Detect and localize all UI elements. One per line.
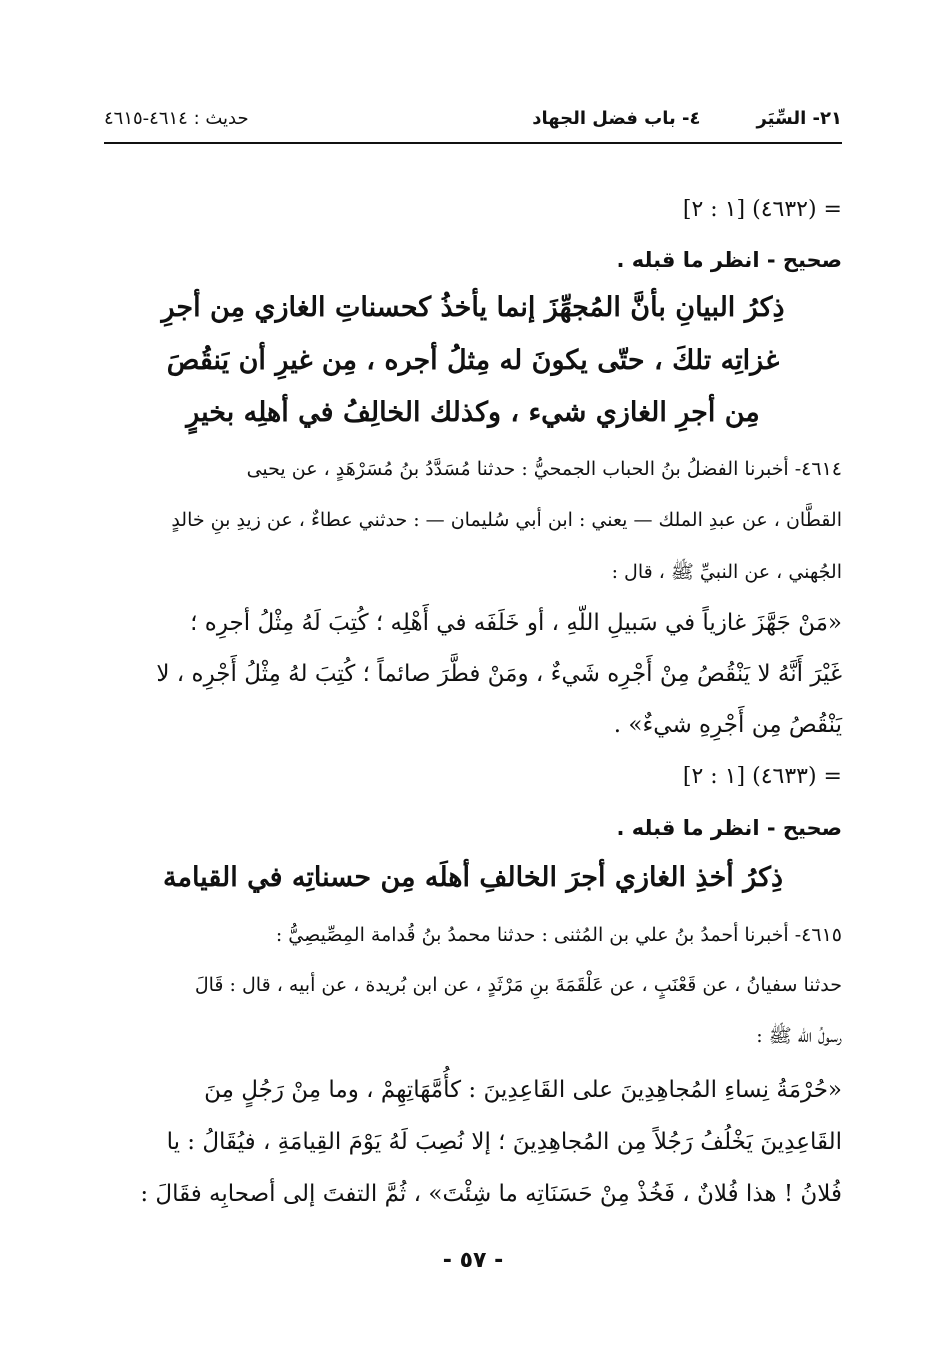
chapter-heading-line: ذِكرُ أخذِ الغازي أجرَ الخالفِ أهلَه مِن حسناتِه في القيامة [163,862,783,893]
chapter-title: ٤- باب فضل الجهاد [532,108,701,129]
chapter-heading-line: ذِكرُ البيانِ بأنَّ المُجهِّزَ إنما يأخذُ كحسناتِ الغازي مِن أجرِ [161,292,785,323]
grading-note: صحيح - انظر ما قبله . [616,816,842,840]
hadith-text-line: «مَنْ جَهَّزَ غازياً في سَبيلِ اللّهِ ، أو خَلَفَه في أَهْلِه ؛ كُتِبَ لَهُ مِثْلُ أجرِه ؛ [190,610,842,636]
header-right [532,108,842,129]
isnad-line: القطَّان ، عن عبدِ الملك — يعني : ابن أبي سُليمان — : حدثني عطاءٌ ، عن زيدِ بنِ خالدٍ [171,509,842,531]
cross-reference: = (٤٦٣٢) [١ : ٢] [682,197,842,222]
chapter-heading-line: مِن أجرِ الغازي شيء ، وكذلك الخالِفُ في أهلِه بخيرٍ [186,397,760,428]
hadith-text-line: يَنْقُصُ مِن أَجْرِهِ شيءٌ» . [613,712,842,738]
book-title: ٢١- السِّيَر [756,108,842,129]
isnad-line: حدثنا سفيانُ ، عن قَعْنَبٍ ، عن عَلْقَمَةَ بنِ مَرْثَدٍ ، عن ابن بُريدة ، عن أبيه ، قال : قَالَ [194,974,842,996]
cross-reference: = (٤٦٣٣) [١ : ٢] [682,764,842,789]
isnad-line: ٤٦١٥- أخبرنا أحمدُ بنُ علي بن المُثنى : حدثنا محمدُ بنُ قُدامة المِصِّيصِيُّ : [275,924,842,946]
isnad-line: ٤٦١٤- أخبرنا الفضلُ بنُ الحباب الجمحيُّ : حدثنا مُسَدَّدُ بنُ مُسَرْهَدٍ ، عن يحيى [246,458,842,480]
page-number: - ٥٧ - [442,1248,504,1273]
hadith-text-line: القَاعِدِينَ يَخْلُفُ رَجُلاً مِن المُجاهِدِينَ ؛ إلا نُصِبَ لَهُ يَوْمَ القِيامَةِ ، فيُقَالُ : يا [166,1129,842,1155]
running-header [104,108,842,144]
grading-note: صحيح - انظر ما قبله . [616,248,842,272]
chapter-heading-line: غزاتِه تلكَ ، حتّى يكونَ له مِثلُ أجره ، مِن غيرِ أن يَنقُصَ [166,345,780,376]
isnad-line: الجُهني ، عن النبيِّ ﷺ ، قال : [611,561,842,583]
hadith-text-line: «حُرْمَةُ نِساءِ المُجاهِدِينَ على القَاعِدِينَ : كأُمَّهَاتِهِمْ ، وما مِنْ رَجُلٍ مِنَ [204,1077,842,1103]
hadith-text-line: فُلانُ ! هذا فُلانٌ ، فَخُذْ مِنْ حَسَنَاتِه ما شِئْتَ» ، ثُمَّ التفتَ إلى أصحابِه فقَالَ : [140,1181,842,1207]
hadith-text-line: غَيْرَ أَنَّهُ لا يَنْقُصُ مِنْ أَجْرِه شَيءٌ ، ومَنْ فطَّرَ صائماً ؛ كُتِبَ لهُ مِثْلُ أَجْرِه ، لا [156,661,842,687]
hadith-range: حديث : ٤٦١٤-٤٦١٥ [104,108,249,129]
isnad-line: رسولُ اللّه ﷺ : [756,1025,842,1047]
